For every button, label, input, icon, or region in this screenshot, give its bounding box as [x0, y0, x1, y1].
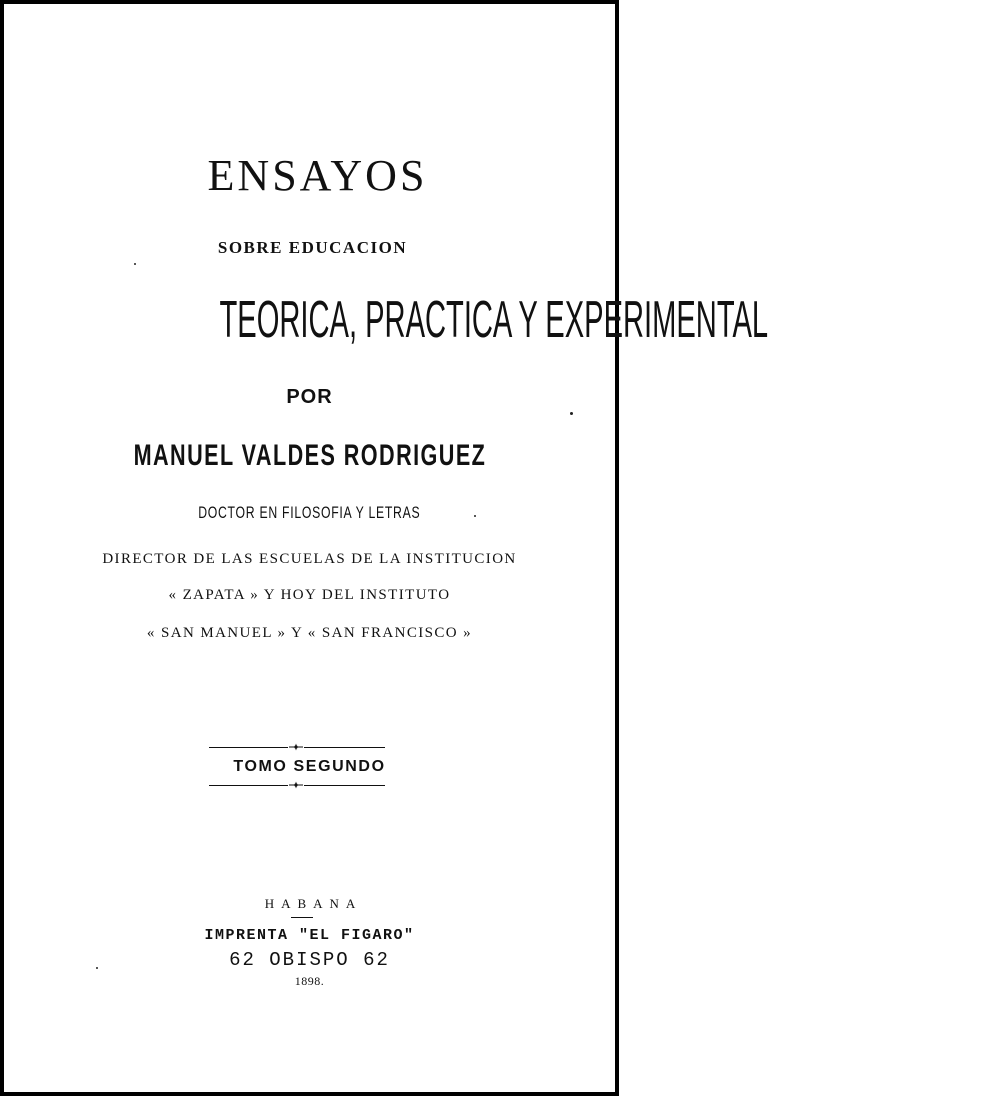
author-degree [4, 504, 615, 521]
print-speck [474, 515, 476, 517]
author-role-line-1: DIRECTOR DE LAS ESCUELAS DE LA INSTITUCION [102, 551, 517, 567]
author-role-line-3: « SAN MANUEL » Y « SAN FRANCISCO » [146, 625, 473, 641]
author-degree-text: DOCTOR EN FILOSOFIA Y LETRAS [198, 503, 421, 522]
print-speck [570, 412, 573, 415]
author-role-line-2: « ZAPATA » Y HOY DEL INSTITUTO [168, 587, 451, 603]
printer-address: 62 OBISPO 62 [229, 949, 390, 971]
publication-year: 1898. [294, 974, 325, 988]
fleuron-icon [288, 743, 304, 751]
book-title: ENSAYOS [207, 151, 428, 200]
fleuron-icon [288, 781, 304, 789]
by-label: POR [286, 386, 333, 408]
main-title [4, 291, 769, 349]
city-divider [291, 917, 313, 918]
volume-label: TOMO SEGUNDO [233, 758, 386, 775]
printer-name: IMPRENTA "EL FIGARO" [204, 927, 415, 944]
author-name-text: MANUEL VALDES RODRIGUEZ [133, 439, 486, 472]
print-speck [96, 967, 98, 969]
book-subtitle: SOBRE EDUCACION [217, 238, 408, 257]
publication-city: HABANA [264, 896, 363, 911]
author-name [4, 441, 615, 471]
main-title-text: TEORICA, PRACTICA Y EXPERIMENTAL [219, 291, 769, 349]
print-speck [134, 263, 136, 265]
